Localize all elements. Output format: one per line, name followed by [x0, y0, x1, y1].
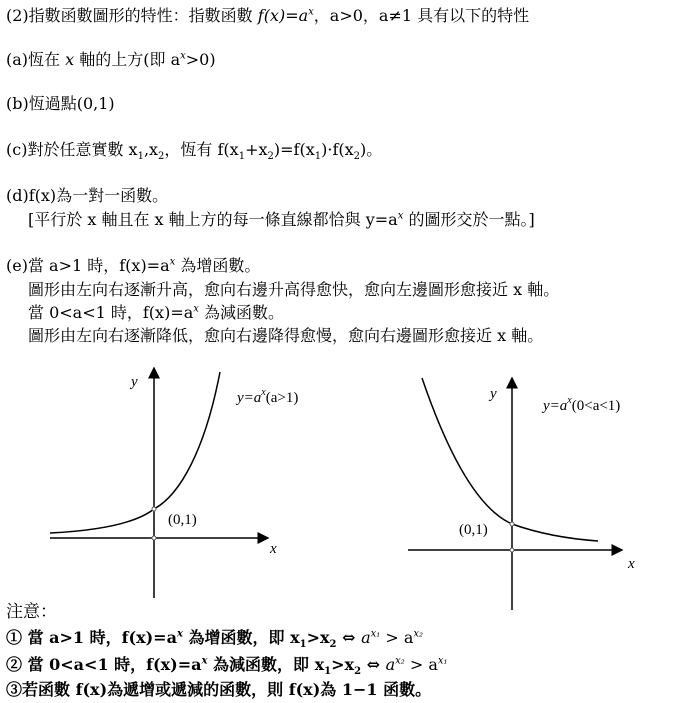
note-2: ② 當 0<a<1 時，$f(x)=a^x$ 為減函數，即 $x_1>x_2$ ⇔ $a^{x_2} > a^{x_1}$: [6, 655, 448, 678]
graph1-x-label: x: [270, 541, 277, 557]
graph1-point: [152, 507, 156, 511]
graph1-y-label: y: [131, 374, 138, 390]
property-d-explanation: [平行於 x 軸且在 x 軸上方的每一條直線都恰與 $y=a^x$ 的圖形交於一點。]: [28, 210, 535, 229]
graph2-point-label: (0,1): [459, 522, 488, 538]
property-a: (a)恆在 x 軸的上方(即 $a^x>0$): [6, 50, 216, 69]
graph2-point: [510, 522, 514, 526]
graph1-origin: [152, 536, 156, 540]
property-e-decreasing: 當 0<a<1 時，$f(x)=a^x$ 為減函數。: [28, 303, 284, 322]
property-e-decreasing-desc: 圖形由左向右逐漸降低，愈向右邊降得愈慢，愈向右邊圖形愈接近 x 軸。: [28, 326, 544, 345]
graph-decreasing: [408, 378, 635, 610]
graph2-curve-label: $y=a^x(0<a<1)$: [543, 395, 621, 414]
property-e-increasing-desc: 圖形由左向右逐漸升高，愈向右邊升高得愈快，愈向左邊圖形愈接近 x 軸。: [28, 280, 560, 299]
graph2-y-label: y: [490, 386, 497, 402]
note-3: ③若函數 f(x)為遞增或遞減的函數，則 f(x)為 1−1 函數。: [6, 680, 432, 699]
graph2-x-label: x: [628, 556, 635, 572]
property-d: (d)f(x)為一對一函數。: [6, 186, 169, 205]
property-e: (e)當 a>1 時，$f(x)=a^x$ 為增函數。: [6, 256, 261, 275]
graph1-curve-label: $y=a^x(a>1)$: [237, 387, 299, 406]
note-1: ① 當 a>1 時，$f(x)=a^x$ 為增函數，即 $x_1>x_2$ ⇔ $a^{x_1} > a^{x_2}$: [6, 628, 424, 651]
graph1-curve: [50, 372, 220, 533]
property-c: (c)對於任意實數 $x_1,x_2$，恆有 $f(x_1+x_2)=f(x_1)\cdot f(x_2)$。: [6, 140, 383, 163]
property-b: (b)恆過點(0,1): [6, 94, 115, 113]
property-heading: (2)指數函數圖形的特性：指數函數 $f(x)=a^x$，a>0，a≠1 具有以下的特性: [6, 6, 530, 25]
graph1-point-label: (0,1): [168, 512, 197, 528]
graph2-origin: [510, 548, 514, 552]
notes-title: 注意：: [6, 602, 57, 622]
graph-increasing: [50, 368, 298, 598]
